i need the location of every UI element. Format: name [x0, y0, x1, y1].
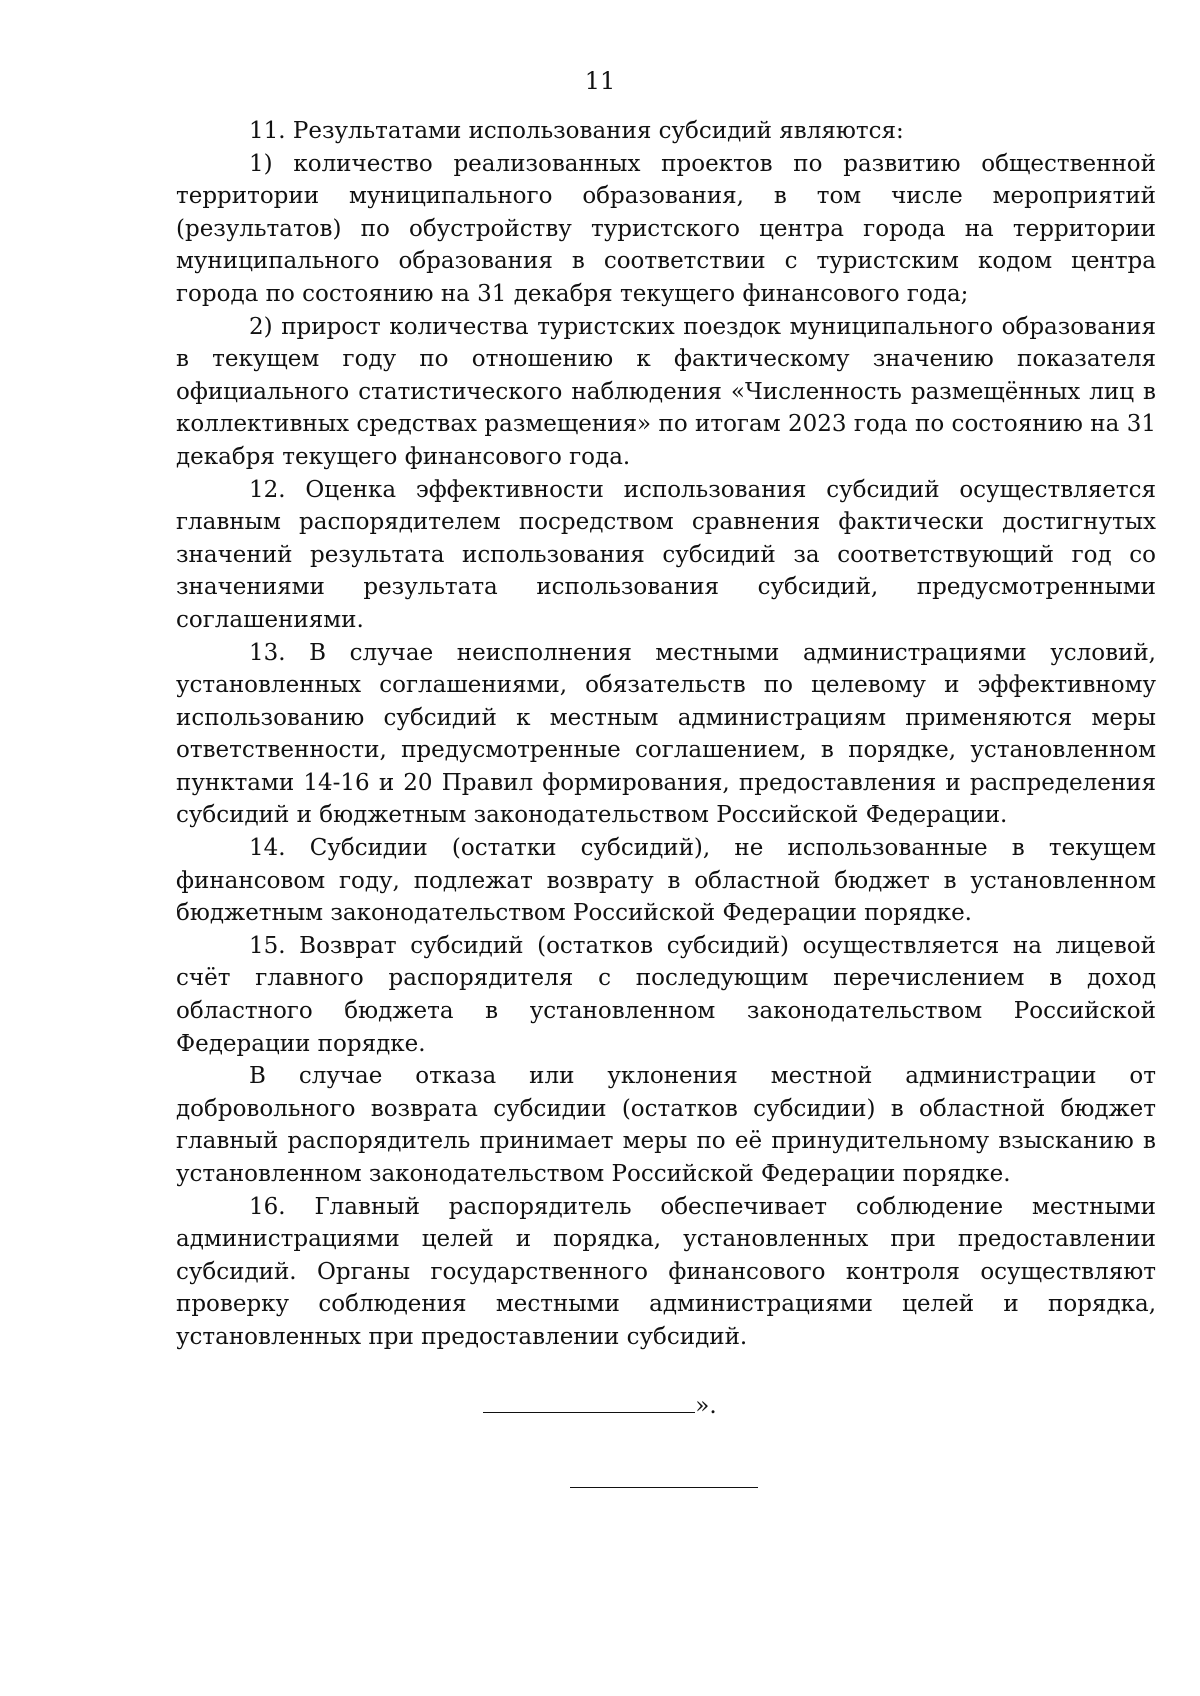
paragraph-item-16: 16. Главный распорядитель обеспечивает соблюдение местными администрациями целей и порядка, установленных при предоставлении субсидий. Органы государственного финансового контроля осуществляют проверку соблюдения местными администрациями целей и порядка, установленных при предоставлении субсидий. — [176, 1193, 1156, 1350]
paragraph-item-12: 12. Оценка эффективности использования субсидий осуществляется главным распорядителем посредством сравнения фактически достигнутых значений результата использования субсидий за соответствующий год со значениями результата использования субсидий, предусмотренными соглашениями. — [176, 476, 1156, 633]
page-number: 11 — [584, 67, 616, 95]
paragraph-item-13: 13. В случае неисполнения местными администрациями условий, установленных соглашениями, обязательств по целевому и эффективному использованию субсидий к местным администрациям применяются меры ответственности, предусмотренные соглашением, в порядке, установленном пунктами 14-16 и 20 Правил формирования, предоставления и распределения субсидий и бюджетным законодательством Российской Федерации. — [176, 639, 1156, 829]
document-body — [176, 115, 1156, 1354]
closing-line — [0, 1390, 1200, 1421]
paragraph-item-15-refusal: В случае отказа или уклонения местной администрации от добровольного возврата субсидии (остатков субсидии) в областной бюджет главный распорядитель принимает меры по её принудительному взысканию в установленном законодательством Российской Федерации порядке. — [176, 1063, 1156, 1187]
closing-quote-mark: ». — [695, 1393, 717, 1419]
paragraph-item-15: 15. Возврат субсидий (остатков субсидий) осуществляется на лицевой счёт главного распорядителя с последующим перечислением в доход областного бюджета в установленном законодательством Российской Федерации порядке. — [176, 932, 1156, 1057]
paragraph-item-14: 14. Субсидии (остатки субсидий), не использованные в текущем финансовом году, подлежат возврату в областной бюджет в установленном бюджетным законодательством Российской Федерации порядке. — [176, 835, 1156, 927]
paragraph-subitem-1: 1) количество реализованных проектов по развитию общественной территории муниципального образования, в том числе мероприятий (результатов) по обустройству туристского центра города на территории муниципального образования в соответствии с туристским кодом центра города по состоянию на 31 декабря текущего финансового года; — [176, 150, 1156, 307]
paragraph-item-11: 11. Результатами использования субсидий являются: — [249, 118, 904, 144]
end-separator-line — [570, 1487, 758, 1488]
paragraph-subitem-2: 2) прирост количества туристских поездок муниципального образования в текущем году по отношению к фактическому значению показателя официального статистического наблюдения «Численность размещённых лиц в коллективных средствах размещения» по итогам 2023 года по состоянию на 31 декабря текущего финансового года. — [176, 313, 1156, 470]
closing-underline — [483, 1390, 695, 1413]
